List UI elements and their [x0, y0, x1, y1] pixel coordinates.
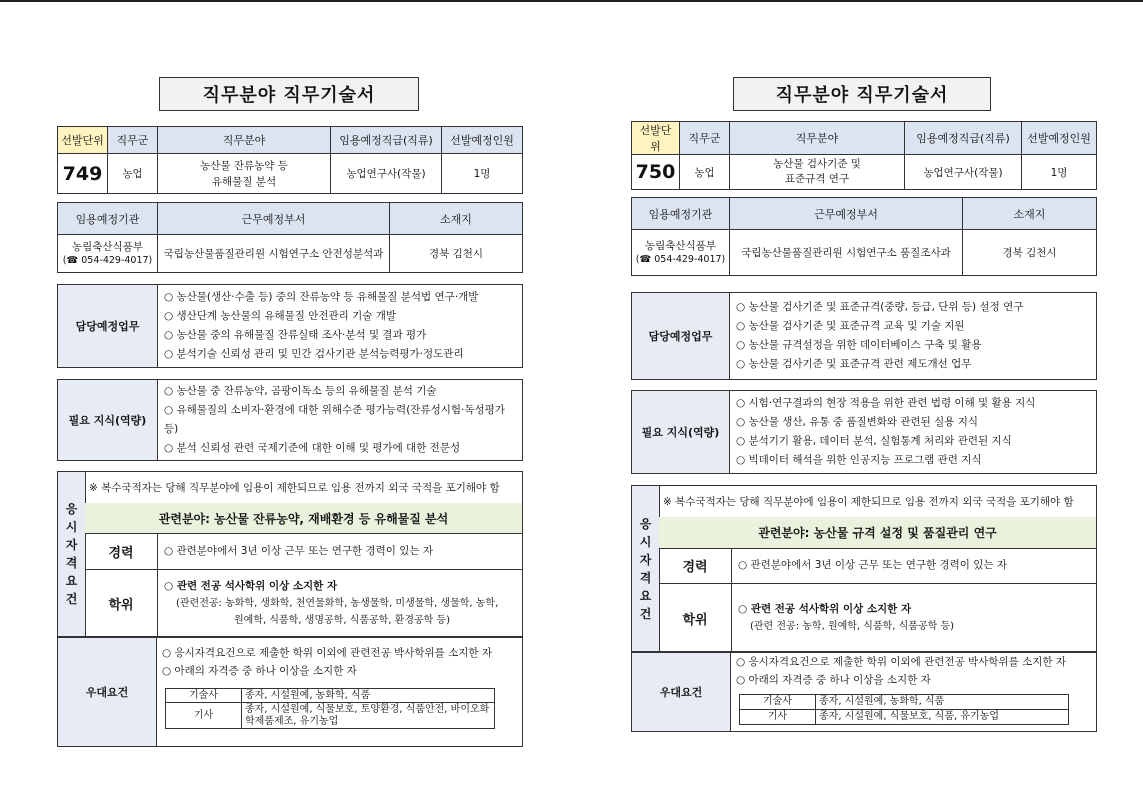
- license-kind: 기술사: [166, 689, 242, 703]
- duty-list: [158, 285, 522, 367]
- unit-header: 선발단위: [632, 122, 680, 155]
- field-header: 직무분야: [158, 127, 331, 154]
- related-field: 관련분야: 농산물 잔류농약, 재배환경 등 유해물질 분석: [85, 503, 522, 534]
- knowledge-label: 필요 지식(역량): [58, 380, 158, 460]
- list-item: ○ 응시자격요건으로 제출한 학위 이외에 관련전공 박사학위를 소지한 자: [736, 653, 1096, 671]
- grade-header: 임용예정직급(직류): [905, 122, 1022, 155]
- nationality-notice: ※ 복수국적자는 당해 직무분야에 임용이 제한되므로 임용 전까지 외국 국적을 포기해야 함: [659, 486, 1096, 518]
- related-field: 관련분야: 농산물 규격 설정 및 품질관리 연구: [659, 517, 1096, 549]
- preference-section: [631, 652, 1097, 732]
- list-item: ○ 관련 전공 석사학위 이상 소지한 자: [738, 601, 1096, 618]
- count-header: 선발예정인원: [442, 127, 523, 154]
- license-value: 종자, 시설원예, 식물보호, 식품, 유기농업: [816, 710, 1069, 725]
- hire-count: 1명: [1022, 155, 1097, 190]
- career-text: [158, 533, 522, 569]
- top-rule: [0, 0, 1143, 2]
- degree-note: 원예학, 식품학, 생명공학, 식품공학, 환경공학 등): [234, 615, 451, 626]
- license-kind: 기사: [166, 703, 242, 729]
- career-label: 경력: [659, 548, 732, 583]
- unit-number: 749: [58, 154, 108, 194]
- list-item: ○ 농산물 검사기준 및 표준규격 교육 및 기술 지원: [736, 317, 1096, 336]
- job-group: 농업: [680, 155, 730, 190]
- career-label: 경력: [85, 533, 158, 569]
- job-grade: 농업연구사(작물): [331, 154, 442, 194]
- agency-header: 임용예정기관: [632, 198, 730, 230]
- degree-label: 학위: [85, 570, 158, 637]
- job-grade: 농업연구사(작물): [905, 155, 1022, 190]
- qualification-section: [631, 485, 1097, 652]
- unit-number: 750: [632, 155, 680, 190]
- career-text: [732, 548, 1096, 583]
- license-value: 종자, 시설원예, 식물보호, 토양환경, 식품안전, 바이오화학제품제조, 유기농업: [242, 703, 495, 729]
- agency-table: [631, 197, 1097, 276]
- preference-section: [57, 637, 523, 747]
- list-item: ○ 관련 전공 석사학위 이상 소지한 자: [164, 578, 522, 595]
- knowledge-list: [730, 391, 1096, 473]
- list-item: ○ 농산물 검사기준 및 표준규격 관련 제도개선 업무: [736, 355, 1096, 374]
- list-item: ○ 농산물(생산·수출 등) 중의 잔류농약 등 유해물질 분석법 연구·개발: [164, 288, 522, 307]
- degree-text: [732, 584, 1096, 652]
- duty-label: 담당예정업무: [58, 285, 158, 367]
- list-item: ○ 시험·연구결과의 현장 적용을 위한 관련 법령 이해 및 활용 지식: [736, 394, 1096, 413]
- duty-section: [631, 292, 1097, 380]
- agency-cell: [632, 230, 730, 276]
- location-header: 소재지: [963, 198, 1097, 230]
- preference-label: 우대요건: [632, 653, 731, 731]
- list-item: ○ 분석기기 활용, 데이터 분석, 실험통계 처리와 관련된 지식: [736, 432, 1096, 451]
- duty-list: [730, 293, 1096, 379]
- knowledge-section: [57, 379, 523, 461]
- dept-header: 근무예정부서: [730, 198, 963, 230]
- location: 경북 김천시: [390, 235, 523, 273]
- list-item: ○ 생산단계 농산물의 유해물질 안전관리 기술 개발: [164, 307, 522, 326]
- license-value: 종자, 시설원예, 농화학, 식품: [816, 695, 1069, 710]
- list-item: ○ 농산물 규격설정을 위한 데이터베이스 구축 및 활용: [736, 336, 1096, 355]
- job-group: 농업: [108, 154, 158, 194]
- license-table: [165, 688, 495, 729]
- license-kind: 기사: [740, 710, 816, 725]
- agency-name: 농림축산식품부: [71, 240, 143, 253]
- list-item: ○ 농산물 생산, 유통 중 품질변화와 관련된 실용 지식: [736, 413, 1096, 432]
- preference-list: [736, 653, 1096, 689]
- selection-table: [57, 126, 523, 194]
- location-header: 소재지: [390, 203, 523, 235]
- page-title: 직무분야 직무기술서: [159, 77, 419, 111]
- agency-phone: (☎ 054-429-4017): [635, 253, 726, 265]
- list-item: ○ 농산물 중 잔류농약, 곰팡이독소 등의 유해물질 분석 기술: [164, 382, 522, 401]
- list-item: ○ 관련분야에서 3년 이상 근무 또는 연구한 경력이 있는 자: [738, 557, 1096, 574]
- license-kind: 기술사: [740, 695, 816, 710]
- knowledge-list: [158, 380, 522, 460]
- selection-table: [631, 121, 1097, 190]
- count-header: 선발예정인원: [1022, 122, 1097, 155]
- agency-table: [57, 202, 523, 273]
- page-title: 직무분야 직무기술서: [733, 77, 991, 111]
- unit-header: 선발단위: [58, 127, 108, 154]
- dept-name: 국립농산물품질관리원 시험연구소 안전성분석과: [158, 235, 390, 273]
- license-table: [739, 694, 1069, 725]
- agency-header: 임용예정기관: [58, 203, 158, 235]
- preference-list: [162, 644, 522, 680]
- list-item: ○ 분석기술 신뢰성 관리 및 민간 검사기관 분석능력평가·정도관리: [164, 345, 522, 364]
- group-header: 직무군: [108, 127, 158, 154]
- hire-count: 1명: [442, 154, 523, 194]
- agency-name: 농림축산식품부: [644, 239, 716, 252]
- degree-label: 학위: [659, 584, 732, 652]
- preference-label: 우대요건: [58, 638, 157, 746]
- degree-text: [158, 570, 522, 637]
- dept-header: 근무예정부서: [158, 203, 390, 235]
- qualification-label: 응 시 자 격 요 건: [632, 486, 660, 651]
- list-item: ○ 아래의 자격증 중 하나 이상을 소지한 자: [162, 662, 522, 680]
- list-item: ○ 농산물 중의 유해물질 잔류실태 조사·분석 및 결과 평가: [164, 326, 522, 345]
- duty-section: [57, 284, 523, 368]
- nationality-notice: ※ 복수국적자는 당해 직무분야에 임용이 제한되므로 임용 전까지 외국 국적을 포기해야 함: [85, 472, 522, 504]
- list-item: ○ 빅데이터 해석을 위한 인공지능 프로그램 관련 지식: [736, 451, 1096, 470]
- license-value: 종자, 시설원예, 농화학, 식품: [242, 689, 495, 703]
- list-item: ○ 분석 신뢰성 관련 국제기준에 대한 이해 및 평가에 대한 전문성: [164, 439, 522, 458]
- list-item: ○ 아래의 자격증 중 하나 이상을 소지한 자: [736, 671, 1096, 689]
- knowledge-label: 필요 지식(역량): [632, 391, 730, 473]
- qualification-section: [57, 471, 523, 637]
- qualification-label: 응 시 자 격 요 건: [58, 472, 86, 636]
- list-item: ○ 유해물질의 소비자·환경에 대한 위해수준 평가능력(잔류성시험·독성평가 등): [164, 401, 522, 439]
- list-item: ○ 농산물 검사기준 및 표준규격(중량, 등급, 단위 등) 설정 연구: [736, 298, 1096, 317]
- agency-phone: (☎ 054-429-4017): [62, 254, 153, 266]
- location: 경북 김천시: [963, 230, 1097, 276]
- job-field: 농산물 검사기준 및 표준규격 연구: [730, 155, 905, 190]
- agency-cell: [58, 235, 158, 273]
- duty-label: 담당예정업무: [632, 293, 730, 379]
- grade-header: 임용예정직급(직류): [331, 127, 442, 154]
- degree-note: (관련전공: 농화학, 생화학, 천연물화학, 농생물학, 미생물학, 생물학, 농학,: [176, 598, 499, 609]
- knowledge-section: [631, 390, 1097, 474]
- job-field: 농산물 잔류농약 등 유해물질 분석: [158, 154, 331, 194]
- list-item: ○ 관련분야에서 3년 이상 근무 또는 연구한 경력이 있는 자: [164, 543, 522, 560]
- degree-note: (관련 전공: 농학, 원예학, 식품학, 식품공학 등): [750, 621, 955, 632]
- list-item: ○ 응시자격요건으로 제출한 학위 이외에 관련전공 박사학위를 소지한 자: [162, 644, 522, 662]
- field-header: 직무분야: [730, 122, 905, 155]
- group-header: 직무군: [680, 122, 730, 155]
- dept-name: 국립농산물품질관리원 시험연구소 품질조사과: [730, 230, 963, 276]
